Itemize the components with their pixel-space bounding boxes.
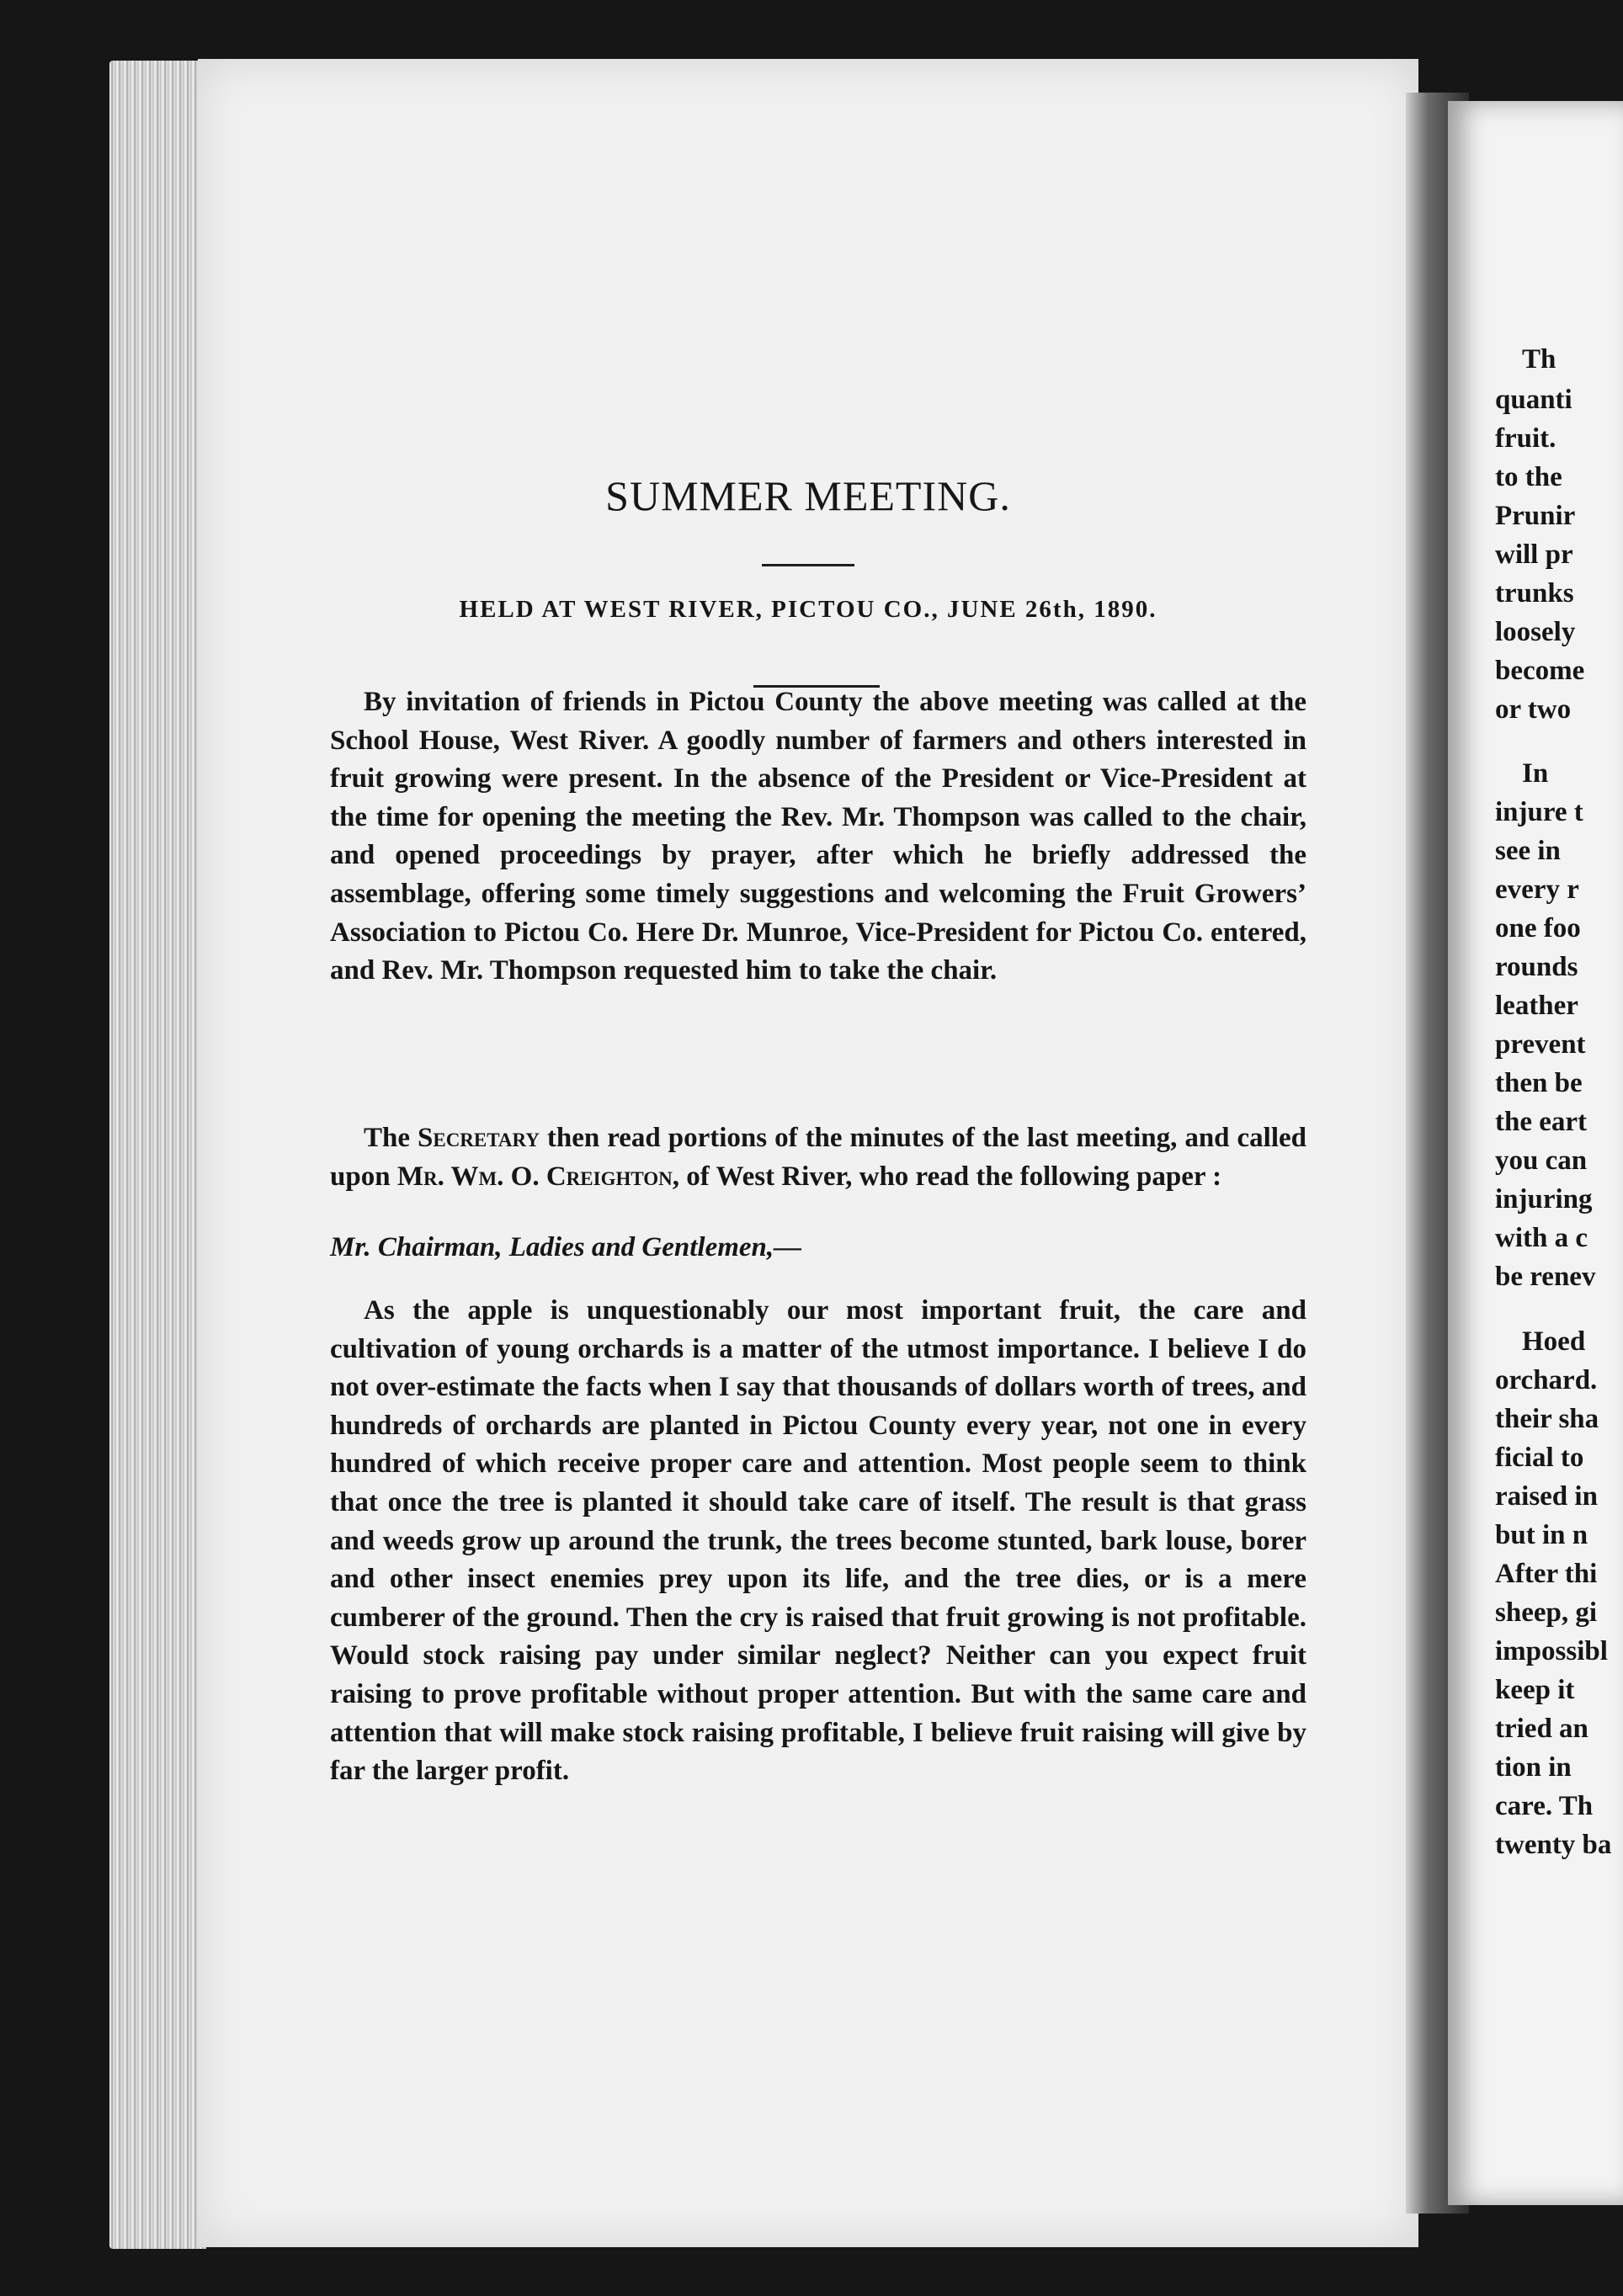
right-page-line: After thi [1495,1559,1598,1589]
right-page-line: impossibl [1495,1636,1608,1666]
right-page-line: Hoed [1522,1326,1586,1357]
right-page-line: with a c [1495,1223,1588,1253]
right-page-line: keep it [1495,1675,1575,1705]
page-stack-edge [109,61,206,2249]
right-page-line: or two [1495,694,1572,725]
secretary-text-2: then read portions of the minutes of the last meeting, and called upon [330,1123,1306,1192]
meeting-subtitle: HELD AT WEST RIVER, PICTOU CO., JUNE 26th, 1890. [459,596,1157,623]
right-page-line: ficial to [1495,1443,1584,1473]
right-page-line: then be [1495,1068,1583,1098]
secretary-title: Secretary [418,1123,540,1153]
page-title: SUMMER MEETING. [605,472,1011,519]
apple-paragraph: As the apple is unquestionably our most important fruit, the care and cultivation of young orchards is a matter of the utmost importance. I believe I do not over-estimate the facts when I say that thousands of dollars worth of trees, and hundreds of orchards are planted in Pictou County every year, not one in every hundred of which receive proper care and attention. Most people seem to think that once the tree is planted it should take care of itself. The result is that grass and weeds grow up around the trunk, the trees become stunted, bark louse, borer and other insect enemies prey upon its life, and the tree dies, or is a mere cumberer of the ground. Then the cry is raised that fruit growing is not profitable. Would stock raising pay under similar neglect? Neither can you expect fruit raising to prove profitable without proper attention. But with the same care and attention that will make stock raising profitable, I believe fruit raising will give by far the larger profit. [330,1295,1306,1787]
right-page-line: injure t [1495,797,1583,827]
right-page-line: tried an [1495,1714,1588,1744]
right-page-line: tion in [1495,1752,1572,1783]
secretary-paragraph [330,1119,1306,1196]
right-page-line: quanti [1495,385,1572,415]
right-page-line: to the [1495,462,1562,492]
right-page-line: become [1495,656,1585,686]
speaker-name: Mr. Wm. O. Creighton [396,1161,673,1192]
right-page-line: loosely [1495,617,1576,647]
right-page-line: but in n [1495,1520,1588,1550]
secretary-text-3: , of West River, who read the following paper : [672,1161,1222,1192]
right-page-line: Prunir [1495,501,1576,531]
right-page-line: one foo [1495,913,1581,943]
right-page-line: orchard. [1495,1365,1598,1395]
title-rule [762,564,854,566]
salutation: Mr. Chairman, Ladies and Gentlemen,— [330,1232,802,1262]
right-page-line: In [1522,758,1549,789]
intro-paragraph: By invitation of friends in Pictou County the above meeting was called at the School House, West River. A goodly number of farmers and others interested in fruit growing were present. In the absence of the President or Vice-President at the time for opening the meeting the Rev. Mr. Thompson was called to the chair, and opened proceedings by prayer, after which he briefly addressed the assemblage, offering some timely suggestions and welcoming the Fruit Growers’ Association to Pictou Co. Here Dr. Munroe, Vice-President for Pictou Co. entered, and Rev. Mr. Thompson requested him to take the chair. [330,687,1306,986]
right-page-line: their sha [1495,1404,1599,1434]
right-page-line: leather [1495,991,1578,1021]
right-page-line: raised in [1495,1481,1598,1512]
right-page-line: you can [1495,1145,1588,1176]
right-page-line: see in [1495,836,1561,866]
secretary-text-1: The [364,1123,418,1153]
right-page-line: prevent [1495,1029,1586,1060]
right-page-line: sheep, gi [1495,1597,1598,1628]
right-page-line: rounds [1495,952,1578,982]
right-page-line: be renev [1495,1262,1596,1292]
right-page-line: twenty ba [1495,1830,1612,1860]
right-page-line: trunks [1495,578,1574,609]
right-page-line: will pr [1495,539,1573,570]
right-page-line: every r [1495,874,1579,905]
right-page-line: care. Th [1495,1791,1594,1821]
right-page-line: fruit. [1495,423,1556,454]
right-page-line: injuring [1495,1184,1593,1214]
right-page-line: Th [1522,344,1556,375]
right-page-line: the eart [1495,1107,1588,1137]
